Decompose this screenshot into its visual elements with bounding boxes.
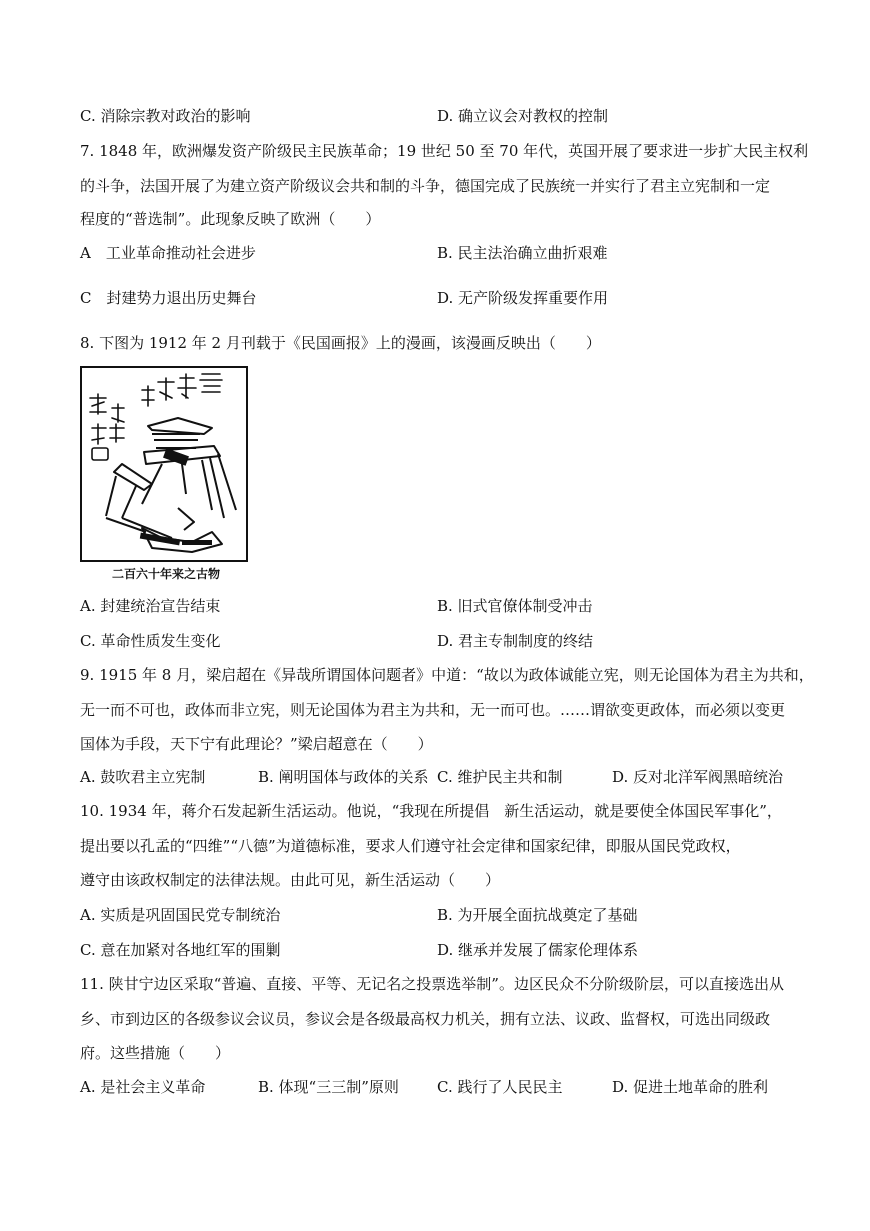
q7-stem-line-3: 程度的“普选制”。此现象反映了欧洲（ ）	[80, 210, 381, 228]
cartoon-image	[80, 366, 248, 562]
q11-stem-line-2: 乡、市到边区的各级参议会议员，参议会是各级最高权力机关，拥有立法、议政、监督权，可选出同级政	[80, 1010, 771, 1028]
q10-option-b: B. 为开展全面抗战奠定了基础	[437, 906, 638, 924]
q7-stem-line-2: 的斗争，法国开展了为建立资产阶级议会共和制的斗争，德国完成了民族统一并实行了君主立宪制和一定	[80, 177, 771, 195]
q8-option-c: C. 革命性质发生变化	[80, 632, 221, 650]
q11-stem-line-3: 府。这些措施（ ）	[80, 1044, 231, 1062]
q10-option-a: A. 实质是巩固国民党专制统治	[80, 906, 281, 924]
q7-stem-line-1: 7. 1848 年，欧洲爆发资产阶级民主民族革命；19 世纪 50 至 70 年代，英国开展了要求进一步扩大民主权利	[80, 142, 809, 160]
q6-option-d: D. 确立议会对教权的控制	[437, 107, 609, 125]
q7-option-b: B. 民主法治确立曲折艰难	[437, 244, 608, 262]
q8-stem: 8. 下图为 1912 年 2 月刊载于《民国画报》上的漫画，该漫画反映出（ ）	[80, 334, 601, 352]
q7-option-c: C 封建势力退出历史舞台	[80, 289, 257, 307]
q9-stem-line-3: 国体为手段，天下宁有此理论？”梁启超意在（ ）	[80, 735, 433, 753]
q10-stem-line-1: 10. 1934 年，蒋介石发起新生活运动。他说，“我现在所提倡 新生活运动，就是要使全体国民军事化”，	[80, 802, 782, 820]
q6-option-c: C. 消除宗教对政治的影响	[80, 107, 251, 125]
q8-option-a: A. 封建统治宣告结束	[80, 597, 221, 615]
q11-option-c: C. 践行了人民民主	[437, 1078, 563, 1096]
q9-option-d: D. 反对北洋军阀黑暗统治	[612, 768, 784, 786]
q9-option-a: A. 鼓吹君主立宪制	[80, 768, 206, 786]
q9-option-c: C. 维护民主共和制	[437, 768, 563, 786]
q7-option-d: D. 无产阶级发挥重要作用	[437, 289, 609, 307]
q10-stem-line-2: 提出要以孔孟的“四维”“八德”为道德标准，要求人们遵守社会定律和国家纪律，即服从国民党政权，	[80, 837, 741, 855]
q11-option-b: B. 体现“三三制”原则	[258, 1078, 399, 1096]
q10-option-c: C. 意在加紧对各地红军的围剿	[80, 941, 281, 959]
cartoon-caption: 二百六十年来之古物	[111, 567, 220, 581]
cartoon-drawing	[82, 368, 246, 560]
q8-option-b: B. 旧式官僚体制受冲击	[437, 597, 593, 615]
q10-option-d: D. 继承并发展了儒家伦理体系	[437, 941, 639, 959]
q7-option-a: A 工业革命推动社会进步	[80, 244, 256, 262]
q9-stem-line-1: 9. 1915 年 8 月，梁启超在《异哉所谓国体问题者》中道：“故以为政体诚能立宪，则无论国体为君主为共和，	[80, 666, 814, 684]
q11-option-d: D. 促进土地革命的胜利	[612, 1078, 769, 1096]
q9-option-b: B. 阐明国体与政体的关系	[258, 768, 429, 786]
q9-stem-line-2: 无一而不可也，政体而非立宪，则无论国体为君主为共和，无一而可也。……谓欲变更政体，而必须以变更	[80, 701, 786, 719]
q11-option-a: A. 是社会主义革命	[80, 1078, 206, 1096]
q10-stem-line-3: 遵守由该政权制定的法律法规。由此可见，新生活运动（ ）	[80, 871, 501, 889]
q11-stem-line-1: 11. 陕甘宁边区采取“普遍、直接、平等、无记名之投票选举制”。边区民众不分阶级阶层，可以直接选出从	[80, 975, 784, 993]
q8-option-d: D. 君主专制制度的终结	[437, 632, 594, 650]
